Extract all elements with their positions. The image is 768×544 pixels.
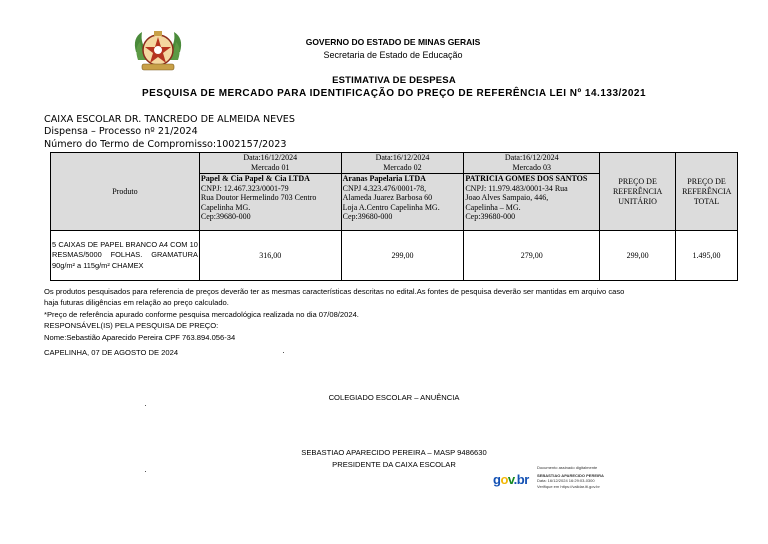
term-number: Número do Termo de Compromisso:1002157/2023 [44,138,287,150]
market-2-address: Alameda Juarez Barbosa 60 [342,193,433,203]
document-subtitle: PESQUISA DE MERCADO PARA IDENTIFICAÇÃO DO PREÇO DE REFERÊNCIA LEI Nº 14.133/2021 [141,88,647,99]
govbr-line-4: Verifique em https://validar.iti.gov.br [537,483,600,489]
govbr-details [537,465,645,489]
note-line-3: *Preço de referência apurado conforme pesquisa mercadológica realizada no dia 07/08/2024. [44,309,359,319]
govbr-line-2: SEBASTIAO APARECIDO PEREIRA [537,472,604,478]
market-1-cep: Cep:39680-000 [200,212,251,222]
stray-dot [283,352,284,353]
market-1-address: Rua Doutor Hermelindo 703 Centro [200,193,317,203]
govbr-logo: gov.br [493,472,529,487]
market-3-price: 279,00 [464,231,600,281]
note-line-2: haja futuras diligências em relação ao preço calculado. [44,298,229,308]
govbr-line-1: Documento assinado digitalmente [537,465,598,470]
market-3-cnpj: CNPJ: 11.979.483/0001-34 Rua [465,183,568,193]
market-2-header [341,153,464,231]
stray-dot [145,471,146,472]
market-1-name: Papel & Cia Papel & Cia LTDA [200,174,310,183]
school-name: CAIXA ESCOLAR DR. TANCREDO DE ALMEIDA NEVES [44,114,295,125]
note-line-1: Os produtos pesquisados para referencia de preços deverão ter as mesmas características descritas no edital.As fontes de pesquisa deverão ser mantidas em arquivo caso [44,287,625,296]
note-line-5: Nome:Sebastião Aparecido Pereira CPF 763.894.056-34 [44,332,236,342]
market-2-date: Data:16/12/2024 [375,153,430,162]
market-3-cep: Cep:39680-000 [465,212,516,222]
govbr-line-3: Data: 16/12/2024 16:29:03-0300 [537,478,595,483]
market-2-price: 299,00 [341,231,464,281]
unit-reference-price: 299,00 [600,231,676,281]
note-line-6: CAPELINHA, 07 DE AGOSTO DE 2024 [44,348,179,358]
process-number: Dispensa – Processo nº 21/2024 [44,126,198,138]
signer-role: PRESIDENTE DA CAIXA ESCOLAR [332,460,456,469]
market-3-city: Capelinha – MG. [465,202,521,212]
market-2-cep: Cep:39680-000 [342,212,393,222]
market-1-cnpj: CNPJ: 12.467.323/0001-79 [200,183,289,193]
market-3-address: Joao Alves Sampaio, 446, [465,193,549,203]
market-2-name: Aranas Papelaria LTDA [342,174,426,183]
product-description: 5 CAIXAS DE PAPEL BRANCO A4 COM 10 RESMAS/5000 FOLHAS. GRAMATURA 90g/m² a 115g/m² CHAMEX [51,231,200,281]
government-name: GOVERNO DO ESTADO DE MINAS GERAIS [305,37,481,47]
notes-block [44,286,754,358]
coat-of-arms-emblem [128,26,188,78]
product-header: Produto [51,153,200,231]
market-2-city: Loja A.Centro Capelinha MG. [342,202,440,212]
market-3-date: Data:16/12/2024 [504,153,559,162]
govbr-signature-stamp [493,465,643,495]
market-1-header [199,153,341,231]
document-title: ESTIMATIVA DE DESPESA [332,75,456,86]
market-2-label: Mercado 02 [383,163,422,172]
signer-name: SEBASTIAO APARECIDO PEREIRA – MASP 9486630 [301,448,487,457]
market-3-label: Mercado 03 [512,163,551,172]
total-price-header: PREÇO DE REFERÊNCIA TOTAL [676,153,738,231]
market-1-city: Capelinha MG. [200,202,251,212]
market-1-label: Mercado 01 [251,163,290,172]
note-line-4: RESPONSÁVEL(IS) PELA PESQUISA DE PREÇO: [44,321,219,331]
total-reference-price: 1.495,00 [676,231,738,281]
price-table [50,152,738,281]
market-1-price: 316,00 [199,231,341,281]
unit-price-header: PREÇO DE REFERÊNCIA UNITÁRIO [600,153,676,231]
council-approval: COLEGIADO ESCOLAR – ANUÊNCIA [328,393,460,402]
stray-dot [145,405,146,406]
info-block [44,114,544,151]
market-1-date: Data:16/12/2024 [243,153,298,162]
market-3-name: PATRICIA GOMES DOS SANTOS [465,174,588,183]
secretariat-name: Secretaria de Estado de Educação [323,50,463,60]
market-3-header [464,153,600,231]
market-2-cnpj: CNPJ 4.323.476/0001-78, [342,183,427,193]
